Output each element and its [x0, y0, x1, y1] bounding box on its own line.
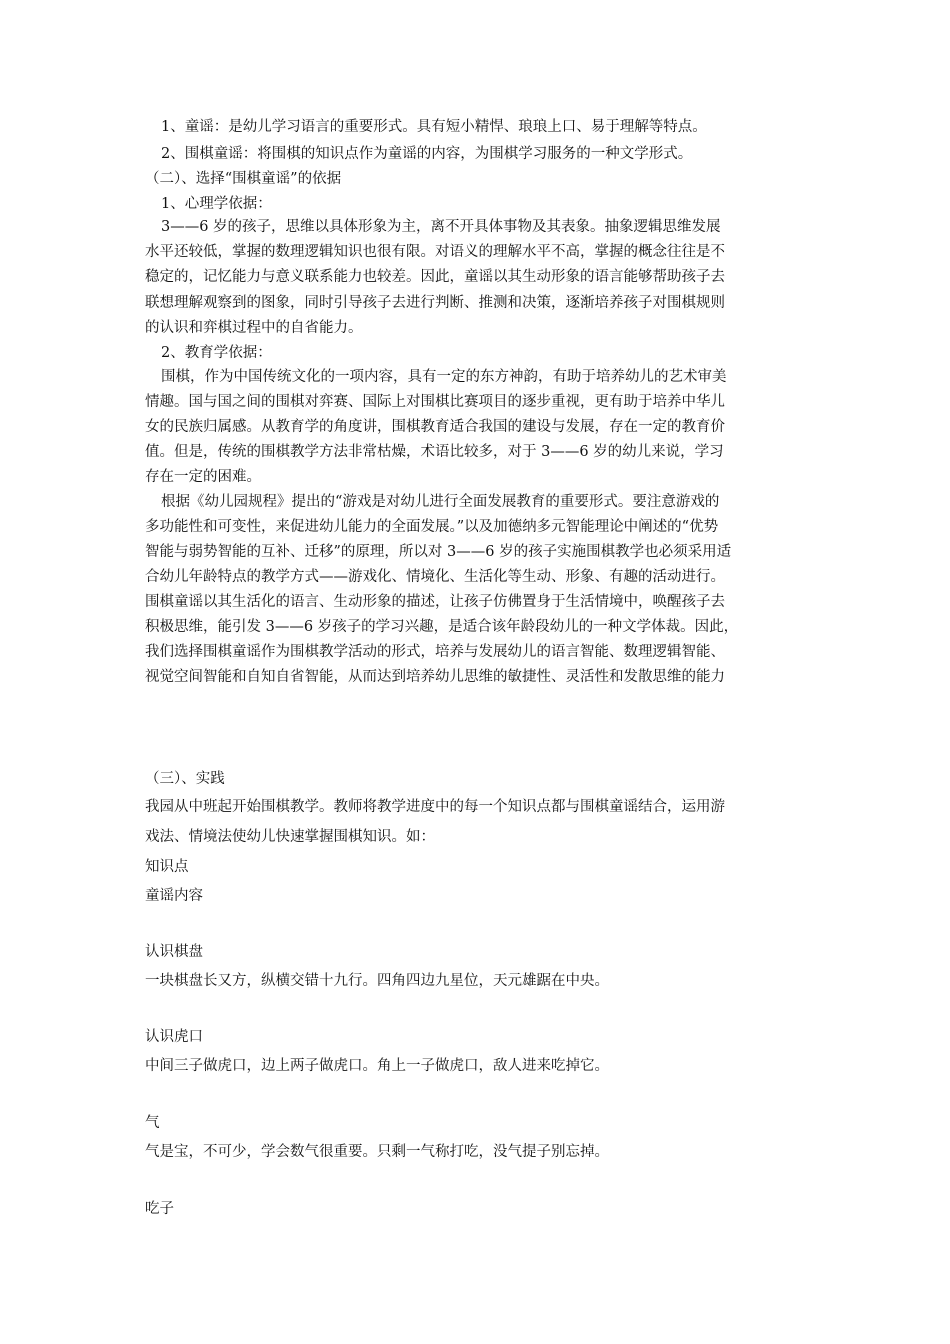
rules-line: 围棋童谣以其生活化的语言、生动形象的描述，让孩子仿佛置身于生活情境中，唤醒孩子去 [145, 594, 725, 610]
knowledge-point: 认识棋盘 [145, 944, 203, 960]
education-line: 存在一定的困难。 [145, 469, 261, 485]
education-line: 值。但是，传统的围棋教学方法非常枯燥，术语比较多，对于 3——6 岁的幼儿来说，学习 [145, 444, 724, 460]
rules-line: 我们选择围棋童谣作为围棋教学活动的形式，培养与发展幼儿的语言智能、数理逻辑智能、 [145, 644, 725, 660]
heading-basis: （二）、选择“围棋童谣”的依据 [145, 171, 342, 187]
rules-line: 智能与弱势智能的互补、迁移”的原理，所以对 3——6 岁的孩子实施围棋教学也必须采用适 [145, 544, 732, 560]
rules-line: 多功能性和可变性，来促进幼儿能力的全面发展。”以及加德纳多元智能理论中阐述的“优势 [145, 519, 719, 535]
knowledge-point: 吃子 [145, 1201, 174, 1217]
psychology-line: 3——6 岁的孩子，思维以具体形象为主，离不开具体事物及其表象。抽象逻辑思维发展 [161, 219, 721, 235]
psychology-line: 联想理解观察到的图象，同时引导孩子去进行判断、推测和决策，逐渐培养孩子对围棋规则 [145, 295, 725, 311]
heading-education: 2、教育学依据： [161, 345, 272, 361]
knowledge-point: 认识虎口 [145, 1029, 203, 1045]
paragraph-go-rhyme-def: 2、围棋童谣：将围棋的知识点作为童谣的内容，为围棋学习服务的一种文学形式。 [161, 146, 693, 162]
rules-line: 根据《幼儿园规程》提出的“游戏是对幼儿进行全面发展教育的重要形式。要注意游戏的 [161, 494, 720, 510]
education-line: 情趣。国与国之间的围棋对弈赛、国际上对围棋比赛项目的逐步重视，更有助于培养中华儿 [145, 394, 725, 410]
education-line: 女的民族归属感。从教育学的角度讲，围棋教育适合我国的建设与发展，存在一定的教育价 [145, 419, 725, 435]
psychology-line: 的认识和弈棋过程中的自省能力。 [145, 320, 363, 336]
paragraph-nursery-rhyme-def: 1、童谣：是幼儿学习语言的重要形式。具有短小精悍、琅琅上口、易于理解等特点。 [161, 119, 707, 135]
psychology-line: 稳定的，记忆能力与意义联系能力也较差。因此，童谣以其生动形象的语言能够帮助孩子去 [145, 269, 725, 285]
rhyme-content: 中间三子做虎口，边上两子做虎口。角上一子做虎口，敌人进来吃掉它。 [145, 1058, 609, 1074]
knowledge-point: 气 [145, 1115, 160, 1131]
column-header-rhyme: 童谣内容 [145, 888, 203, 904]
practice-intro-line: 我园从中班起开始围棋教学。教师将教学进度中的每一个知识点都与围棋童谣结合，运用游 [145, 799, 725, 815]
rhyme-content: 一块棋盘长又方，纵横交错十九行。四角四边九星位，天元雄踞在中央。 [145, 973, 609, 989]
rhyme-content: 气是宝，不可少，学会数气很重要。只剩一气称打吃，没气提子别忘掉。 [145, 1144, 609, 1160]
column-header-knowledge: 知识点 [145, 859, 189, 875]
practice-intro-line: 戏法、情境法使幼儿快速掌握围棋知识。如： [145, 829, 435, 845]
rules-line: 积极思维，能引发 3——6 岁孩子的学习兴趣，是适合该年龄段幼儿的一种文学体裁。因此， [145, 619, 739, 635]
education-line: 围棋，作为中国传统文化的一项内容，具有一定的东方神韵，有助于培养幼儿的艺术审美 [161, 369, 727, 385]
heading-practice: （三）、实践 [145, 771, 225, 787]
psychology-line: 水平还较低，掌握的数理逻辑知识也很有限。对语义的理解水平不高，掌握的概念往往是不 [145, 244, 725, 260]
rules-line: 合幼儿年龄特点的教学方式——游戏化、情境化、生活化等生动、形象、有趣的活动进行。 [145, 569, 725, 585]
rules-line: 视觉空间智能和自知自省智能，从而达到培养幼儿思维的敏捷性、灵活性和发散思维的能力 [145, 669, 725, 685]
heading-psychology: 1、心理学依据： [161, 196, 272, 212]
